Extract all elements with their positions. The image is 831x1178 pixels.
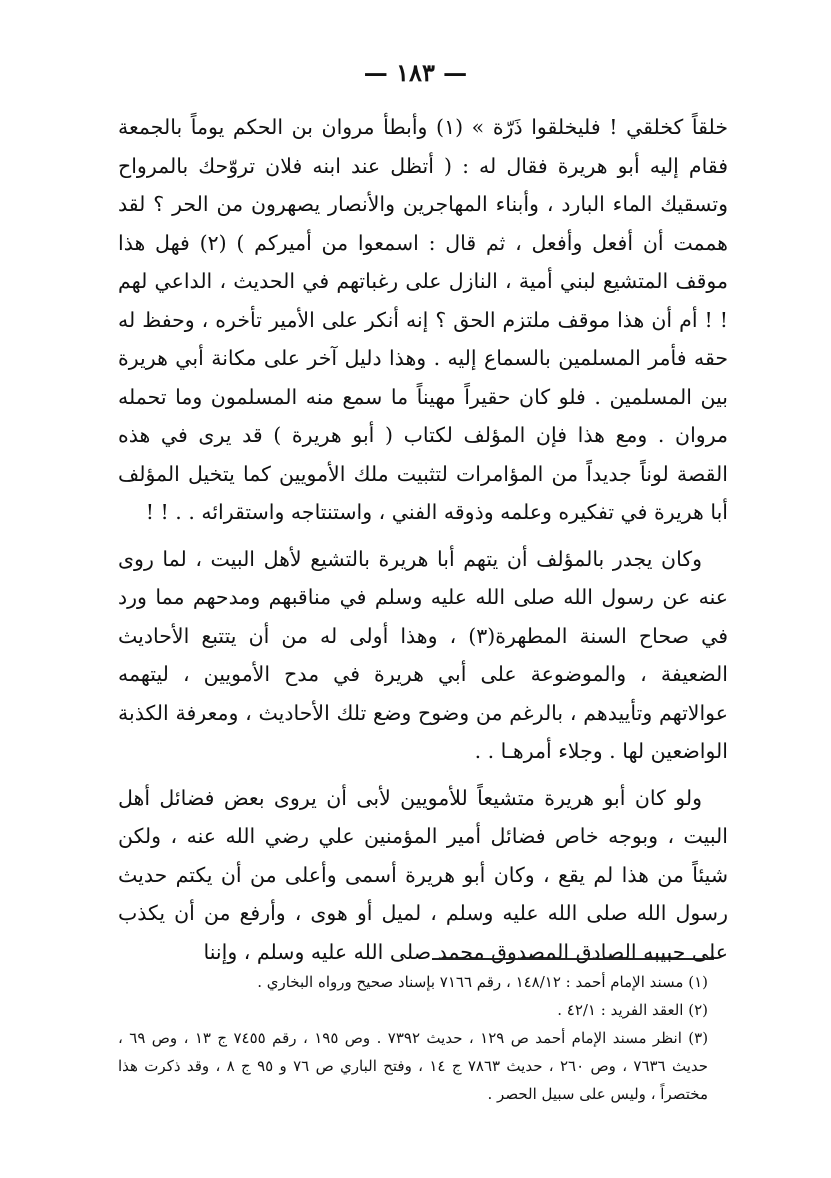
paragraph-3: ولو كان أبو هريرة متشيعاً للأمويين لأبى أن يروى بعض فضائل أهل البيت ، وبوجه خاص فضائل أمير المؤمنين علي رضي الله عنه ، ولكن شيئاً من هذا لم يقع ، وكان أبو هريرة أسمى وأعلى من أن يكتم حديث رسول الله صلى الله عليه وسلم ، لميل أو هوى ، وأرفع من أن يكذب على حبيبه الصادق المصدوق محمد صلى الله عليه وسلم ، وإننا [118,785,728,964]
main-text [118,108,728,971]
footnote-1: (١) مسند الإمام أحمد : ١٤٨/١٢ ، رقم ٧١٦٦ بإسناد صحيح ورواه البخاري . [257,973,708,991]
paragraph-2: وكان يجدر بالمؤلف أن يتهم أبا هريرة بالتشيع لأهل البيت ، لما روى عنه عن رسول الله صلى الله عليه وسلم في مناقبهم ومدحهم مما ورد في صحاح السنة المطهرة(٣) ، وهذا أولى له من أن يتتبع الأحاديث الضعيفة ، والموضوعة على أبي هريرة في مدح الأمويين ، ليتهمه عوالاتهم وتأييدهم ، بالرغم من وضوح وضع تلك الأحاديث ، ومعرفة الكذبة الواضعين لها . وجلاء أمرهـا . . [118,546,729,763]
footnote-2: (٢) العقد الفريد : ٤٢/١ . [557,1001,708,1019]
footnote-separator [432,958,714,960]
footnotes [118,968,730,1108]
paragraph-1: خلقاً كخلقي ! فليخلقوا ذَرّة » (١) وأبطأ مروان بن الحكم يوماً بالجمعة فقام إليه أبو هريرة فقال له : ( أتظل عند ابنه فلان تروّحك بالمرواح وتسقيك الماء البارد ، وأبناء المهاجرين والأنصار يصهرون من الحر ؟ لقد هممت أن أفعل وأفعل ، ثم قال : اسمعوا من أميركم ) (٢) فهل هذا موقف المتشيع لبني أمية ، النازل على رغباتهم في الحديث ، الداعي لهم ! ! أم أن هذا موقف ملتزم الحق ؟ إنه أنكر على الأمير تأخره ، وحفظ له حقه فأمر المسلمين بالسماع إليه . وهذا دليل آخر على مكانة أبي هريرة بين المسلمين . فلو كان حقيراً مهيناً ما سمع منه المسلمون وما تحمله مروان . ومع هذا فإن المؤلف لكتاب ( أبو هريرة ) قد يرى في هذه القصة لوناً جديداً من المؤامرات لتثبيت ملك الأمويين كما يتخيل المؤلف أبا هريرة في تفكيره وعلمه وذوقه الفني ، واستنتاجه واستقرائه . . ! ! [118,115,728,524]
footnote-3: (٣) انظر مسند الإمام أحمد ص ١٢٩ ، حديث ٧٣٩٢ . وص ١٩٥ ، رقم ٧٤٥٥ ج ١٣ ، وص ٦٩ ، حديث ٧٦٣٦ ، وص ٢٦٠ ، حديث ٧٨٦٣ ج ١٤ ، وفتح الباري ص ٧٦ و ٩٥ ج ٨ ، وقد ذكرت هذا مختصراً ، وليس على سبيل الحصر . [118,1029,709,1103]
page-number: — ١٨٣ — [363,58,468,87]
